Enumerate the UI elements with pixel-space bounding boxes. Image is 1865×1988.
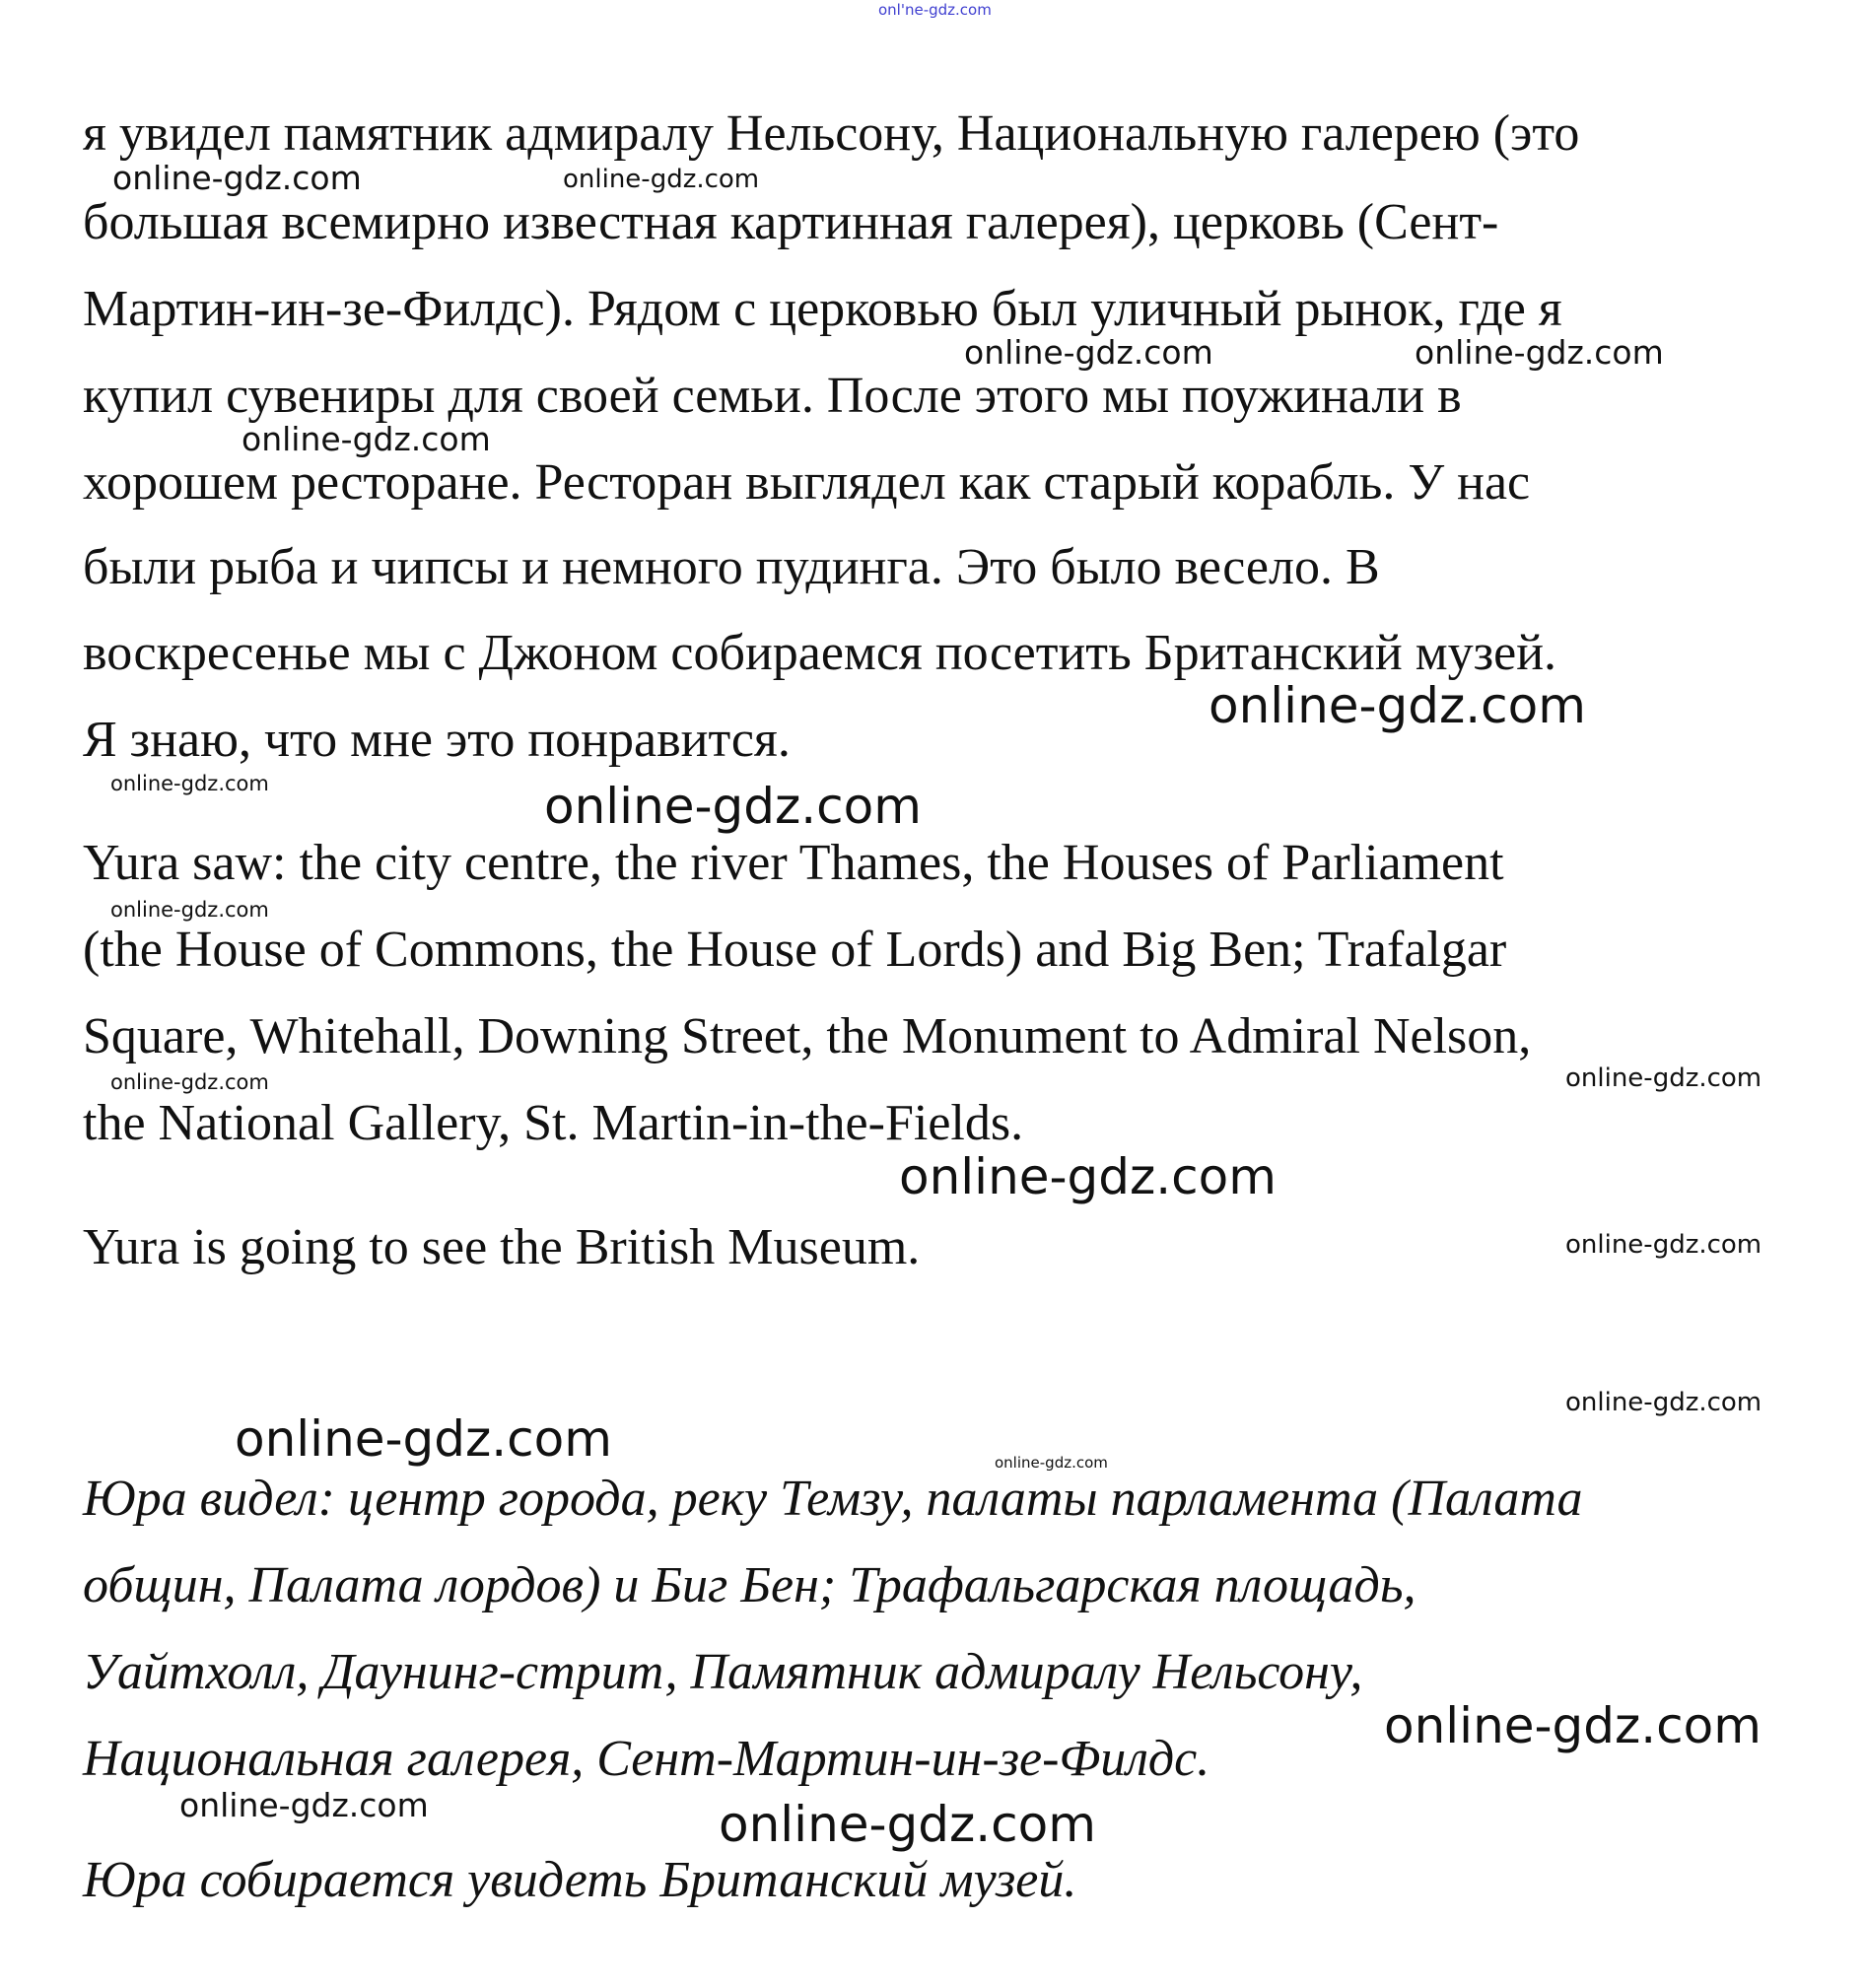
watermark: online-gdz.com xyxy=(1415,333,1664,372)
watermark: online-gdz.com xyxy=(544,778,922,835)
text-line: Уайтхолл, Даунинг-стрит, Памятник адмиралу Нельсону, xyxy=(83,1644,1363,1700)
text-line: общин, Палата лордов) и Биг Бен; Трафальгарская площадь, xyxy=(83,1557,1416,1613)
watermark: online-gdz.com xyxy=(179,1786,429,1824)
watermark: online-gdz.com xyxy=(242,420,491,458)
text-line: большая всемирно известная картинная галерея), церковь (Сент- xyxy=(83,194,1499,250)
watermark: online-gdz.com xyxy=(964,333,1213,372)
text-line: Я знаю, что мне это понравится. xyxy=(83,712,791,768)
watermark: online-gdz.com xyxy=(112,159,362,197)
watermark: online-gdz.com xyxy=(719,1796,1096,1853)
watermark: online-gdz.com xyxy=(995,1454,1108,1472)
text-line: Yura saw: the city centre, the river Thames, the Houses of Parliament xyxy=(83,835,1504,891)
text-line: Юра собирается увидеть Британский музей. xyxy=(83,1852,1077,1908)
text-line: Мартин-ин-зе-Филдс). Рядом с церковью был уличный рынок, где я xyxy=(83,281,1562,337)
text-line: хорошем ресторане. Ресторан выглядел как старый корабль. У нас xyxy=(83,454,1531,511)
watermark: online-gdz.com xyxy=(1209,677,1586,734)
text-line: Юра видел: центр города, реку Темзу, палаты парламента (Палата xyxy=(83,1471,1583,1527)
watermark: online-gdz.com xyxy=(110,1070,269,1094)
watermark: online-gdz.com xyxy=(1384,1697,1761,1754)
watermark: online-gdz.com xyxy=(563,165,760,194)
text-line: Square, Whitehall, Downing Street, the Monument to Admiral Nelson, xyxy=(83,1008,1532,1064)
watermark: online-gdz.com xyxy=(110,898,269,922)
watermark: online-gdz.com xyxy=(1565,1230,1762,1260)
text-line: воскресенье мы с Джоном собираемся посетить Британский музей. xyxy=(83,625,1557,681)
watermark: online-gdz.com xyxy=(899,1148,1277,1205)
watermark: online-gdz.com xyxy=(1565,1063,1762,1093)
text-line: были рыба и чипсы и немного пудинга. Это было весело. В xyxy=(83,539,1380,595)
watermark: online-gdz.com xyxy=(235,1410,612,1468)
text-line: Национальная галерея, Сент-Мартин-ин-зе-Филдс. xyxy=(83,1731,1210,1787)
watermark: online-gdz.com xyxy=(110,772,269,795)
text-line: я увидел памятник адмиралу Нельсону, Национальную галерею (это xyxy=(83,105,1580,162)
text-line: купил сувениры для своей семьи. После этого мы поужинали в xyxy=(83,368,1462,424)
text-line: (the House of Commons, the House of Lords) and Big Ben; Trafalgar xyxy=(83,922,1507,978)
text-line: the National Gallery, St. Martin-in-the-Fields. xyxy=(83,1095,1024,1151)
watermark: onl'ne-gdz.com xyxy=(878,1,992,19)
watermark: online-gdz.com xyxy=(1565,1388,1762,1417)
text-line: Yura is going to see the British Museum. xyxy=(83,1219,921,1275)
